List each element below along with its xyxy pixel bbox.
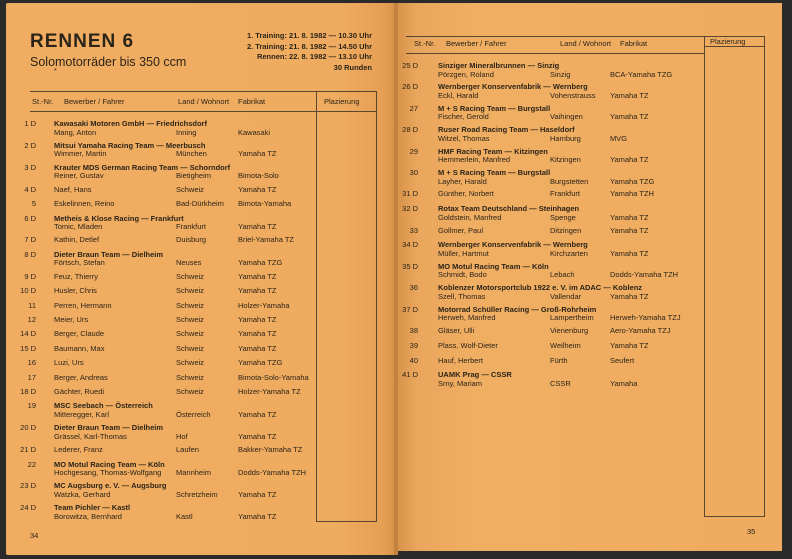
rider-hometown: Vaihingen: [550, 112, 583, 122]
start-number: 10 D: [20, 286, 36, 296]
rider-name: Förtsch, Stefan: [54, 258, 105, 268]
start-number: 22: [27, 459, 36, 469]
entrant-team: UAMK Prag — CSSR: [438, 370, 512, 380]
rider-hometown: Ditzingen: [550, 225, 582, 235]
start-number: 9 D: [24, 271, 36, 281]
rider-hometown: Duisburg: [176, 235, 207, 245]
rider-name: Berger, Andreas: [54, 372, 108, 382]
entry-row: [16, 250, 316, 268]
rider-name: Mitteregger, Karl: [54, 409, 110, 419]
r-col-header-nr: St.-Nr.: [414, 39, 436, 48]
motorcycle-make: Yamaha TZ: [610, 155, 649, 165]
entry-row: [16, 119, 316, 137]
rider-hometown: Inning: [176, 127, 197, 137]
rider-hometown: Vienenburg: [550, 326, 589, 335]
r-col-header-placement: Plazierung: [710, 37, 746, 46]
entrant-team: MSC Seebach — Österreich: [54, 401, 153, 411]
motorcycle-make: Herweh-Yamaha TZJ: [610, 313, 681, 323]
rider-name: Goldstein, Manfred: [438, 212, 502, 222]
rider-hometown: Kirchzarten: [550, 248, 588, 258]
rider-name: Luzi, Urs: [54, 358, 84, 368]
entry-row: [16, 315, 316, 325]
rider-name: Grässel, Karl-Thomas: [54, 431, 127, 441]
entry-row: [16, 141, 316, 159]
race-class-subtitle: Solomotorräder bis 350 ccm: [30, 55, 187, 69]
rider-name: Lederer, Franz: [54, 445, 103, 455]
entrant-team: Metheis & Klose Racing — Frankfurt: [54, 213, 184, 223]
rider-name: Fischer, Gerold: [438, 112, 489, 122]
rider-hometown: Schweiz: [176, 372, 204, 382]
entry-row: [398, 168, 704, 186]
entry-row: [16, 235, 316, 245]
start-number: 23 D: [20, 481, 36, 491]
entrant-team: Mitsui Yamaha Racing Team — Meerbusch: [54, 140, 206, 150]
start-number: 6 D: [24, 213, 36, 223]
rider-name: Gollmer, Paul: [438, 225, 484, 235]
motorcycle-make: Bimota-Solo: [238, 171, 279, 181]
left-page: [6, 3, 398, 555]
rider-hometown: Lebach: [550, 270, 575, 280]
rider-hometown: Hof: [176, 431, 188, 441]
motorcycle-make: Aero-Yamaha TZJ: [610, 326, 671, 335]
col-header-rider: Bewerber / Fahrer: [64, 97, 125, 106]
rider-hometown: CSSR: [550, 378, 571, 388]
entrant-team: M + S Racing Team — Burgstall: [438, 103, 551, 113]
asterisk-mark: *: [54, 68, 57, 75]
r-placement-header-rule: [704, 46, 764, 47]
start-number: 20 D: [20, 423, 36, 433]
motorcycle-make: Yamaha TZG: [610, 176, 655, 186]
motorcycle-make: Yamaha TZ: [610, 112, 649, 122]
rider-hometown: Neuses: [176, 258, 202, 268]
motorcycle-make: Yamaha TZG: [238, 358, 283, 368]
start-number: 12: [27, 314, 36, 324]
rider-name: Feuz, Thierry: [54, 271, 99, 281]
rider-name: Reiner, Gustav: [54, 171, 104, 181]
start-number: 36: [409, 283, 418, 293]
start-number: 17: [27, 372, 36, 382]
start-number: 40: [409, 355, 418, 365]
start-number: 38: [409, 326, 418, 335]
motorcycle-make: Yamaha TZ: [238, 314, 277, 324]
entry-row: [16, 199, 316, 209]
entry-row: [398, 104, 704, 122]
start-number: 32 D: [402, 204, 418, 214]
entry-row: [16, 445, 316, 455]
placement-column-rule: [316, 91, 317, 521]
start-number: 1 D: [24, 119, 36, 128]
start-number: 27: [409, 103, 418, 113]
entrant-team: Kawasaki Motoren GmbH — Friedrichsdorf: [54, 119, 207, 128]
entry-row: [398, 226, 704, 236]
rider-name: Husler, Chris: [54, 286, 97, 296]
rider-name: Pörzgen, Roland: [438, 69, 494, 79]
rider-name: Gächter, Ruedi: [54, 386, 105, 396]
right-page: [398, 3, 782, 551]
entry-row: [398, 125, 704, 143]
rider-name: Hauf, Herbert: [438, 355, 484, 365]
start-number: 14 D: [20, 329, 36, 339]
entry-row: [16, 387, 316, 397]
header-top-rule: [30, 91, 376, 92]
motorcycle-make: Kawasaki: [238, 127, 271, 137]
motorcycle-make: Bakker-Yamaha TZ: [238, 445, 303, 455]
rider-hometown: Mannheim: [176, 468, 212, 477]
entry-row: [398, 262, 704, 280]
rider-hometown: Laufen: [176, 445, 199, 455]
start-number: 25 D: [402, 61, 418, 70]
rider-hometown: Burgstetten: [550, 176, 589, 186]
rider-hometown: Spenge: [550, 212, 576, 222]
entry-row: [16, 503, 316, 521]
rider-hometown: Schweiz: [176, 386, 204, 396]
motorcycle-make: Yamaha TZ: [238, 329, 277, 339]
rider-name: Kathin, Detlef: [54, 235, 100, 245]
rider-name: Hemmerlein, Manfred: [438, 155, 511, 165]
training-2: 2. Training: 21. 8. 1982 — 14.50 Uhr: [246, 41, 372, 51]
rider-hometown: Österreich: [176, 409, 211, 419]
rider-hometown: Schweiz: [176, 329, 204, 339]
entrant-team: Krauter MDS German Racing Team — Schorndorf: [54, 162, 231, 172]
entry-row: [16, 286, 316, 296]
start-number: 24 D: [20, 503, 36, 513]
rider-hometown: Frankfurt: [550, 189, 581, 199]
entrant-team: MO Motul Racing Team — Köln: [438, 261, 549, 271]
col-header-placement: Plazierung: [324, 97, 360, 106]
start-number: 21 D: [20, 445, 36, 455]
rider-name: Eskelinnen, Reino: [54, 199, 115, 209]
entrant-team: HMF Racing Team — Kitzingen: [438, 146, 548, 156]
entrant-team: Sinziger Mineralbrunnen — Sinzig: [438, 61, 560, 70]
training-1: 1. Training: 21. 8. 1982 — 10.30 Uhr: [246, 31, 372, 40]
rider-name: Wimmer, Martin: [54, 149, 107, 159]
motorcycle-make: Yamaha TZ: [610, 248, 649, 258]
motorcycle-make: Yamaha TZ: [238, 489, 277, 499]
entrant-team: Ruser Road Racing Team — Haseldorf: [438, 125, 575, 135]
start-number: 18 D: [20, 386, 36, 396]
entry-row: [16, 481, 316, 499]
motorcycle-make: Yamaha TZ: [610, 291, 649, 301]
motorcycle-make: Dodds-Yamaha TZH: [610, 270, 679, 280]
entry-row: [398, 82, 704, 100]
entrant-team: Dieter Braun Team — Dielheim: [54, 423, 164, 433]
entrant-team: Wernberger Konservenfabrik — Wernberg: [438, 82, 588, 92]
motorcycle-make: Briel-Yamaha TZ: [238, 235, 294, 245]
rider-name: Gläser, Ulli: [438, 326, 475, 335]
motorcycle-make: Yamaha TZH: [610, 189, 654, 199]
entry-row: [398, 341, 704, 351]
entry-row: [16, 214, 316, 232]
rider-hometown: Schweiz: [176, 343, 204, 353]
start-number: 33: [409, 225, 418, 235]
entrant-team: MO Motul Racing Team — Köln: [54, 459, 165, 469]
entry-row: [16, 163, 316, 181]
start-number: 31 D: [402, 189, 418, 199]
start-number: 34 D: [402, 240, 418, 250]
start-number: 29: [409, 146, 418, 156]
rider-hometown: Bad-Dürkheim: [176, 199, 224, 209]
rider-hometown: Vohenstrauss: [550, 90, 596, 100]
rider-name: Mang, Anton: [54, 127, 97, 137]
rider-hometown: Kitzingen: [550, 155, 581, 165]
start-number: 28 D: [402, 125, 418, 135]
motorcycle-make: Yamaha TZ: [238, 286, 277, 296]
col-header-ort: Land / Wohnort: [178, 97, 230, 106]
motorcycle-make: Holzer-Yamaha: [238, 300, 290, 310]
start-number: 4 D: [24, 184, 36, 194]
r-col-header-ort: Land / Wohnort: [560, 39, 612, 48]
rider-name: Hochgesang, Thomas-Wolfgang: [54, 468, 162, 477]
r-col-header-fabrikat: Fabrikat: [620, 39, 648, 48]
rider-hometown: Weilheim: [550, 340, 581, 350]
motorcycle-make: Yamaha TZ: [238, 271, 277, 281]
rider-name: Schmidt, Bodo: [438, 270, 487, 280]
rider-hometown: Fürth: [550, 355, 568, 365]
entry-row: [398, 61, 704, 79]
rider-hometown: Schweiz: [176, 300, 204, 310]
entrant-team: M + S Racing Team — Burgstall: [438, 168, 551, 177]
start-number: 7 D: [24, 235, 36, 245]
entry-row: [398, 283, 704, 301]
start-number: 16: [27, 358, 36, 368]
schedule-block: [247, 31, 372, 73]
entrant-team: Rotax Team Deutschland — Steinhagen: [438, 204, 580, 214]
rider-hometown: Schweiz: [176, 358, 204, 368]
entry-row: [398, 147, 704, 165]
rider-hometown: Schweiz: [176, 271, 204, 281]
race-laps: 30 Runden: [333, 62, 372, 72]
start-number: 35 D: [402, 261, 418, 271]
motorcycle-make: Yamaha TZ: [610, 225, 649, 235]
motorcycle-make: Yamaha TZ: [238, 431, 277, 441]
entrant-team: Dieter Braun Team — Dielheim: [54, 249, 164, 259]
entry-row: [16, 460, 316, 478]
rider-name: Naef, Hans: [54, 184, 92, 194]
rider-name: Plass, Wolf-Dieter: [438, 340, 498, 350]
placement-bottom-rule: [316, 521, 377, 522]
start-number: 5: [31, 199, 36, 209]
rider-hometown: Lampertheim: [550, 313, 594, 323]
r-col-header-rider: Bewerber / Fahrer: [446, 39, 507, 48]
rider-name: Layher, Harald: [438, 176, 487, 186]
rider-name: Witzel, Thomas: [438, 133, 490, 143]
rider-hometown: Schweiz: [176, 314, 204, 324]
entrant-team: Koblenzer Motorsportclub 1922 e. V. im ADAC — Koblenz: [438, 283, 643, 293]
entry-row: [16, 373, 316, 383]
entry-row: [398, 326, 704, 336]
entry-row: [398, 240, 704, 258]
start-number: 26 D: [402, 82, 418, 92]
motorcycle-make: Yamaha TZ: [238, 184, 277, 194]
entry-row: [16, 185, 316, 195]
entrant-team: Wernberger Konservenfabrik — Wernberg: [438, 240, 588, 250]
entry-row: [398, 305, 704, 323]
motorcycle-make: Seufert: [610, 355, 635, 365]
r-placement-bottom-rule: [704, 516, 765, 517]
rider-name: Borowitza, Bernhard: [54, 511, 122, 521]
rider-hometown: Kastl: [176, 511, 193, 521]
rider-name: Eckl, Harald: [438, 90, 479, 100]
entry-row: [16, 358, 316, 368]
col-header-fabrikat: Fabrikat: [238, 97, 266, 106]
motorcycle-make: Yamaha TZ: [238, 149, 277, 159]
start-number: 30: [409, 168, 418, 177]
rider-name: Tomic, Mladen: [54, 222, 103, 231]
rider-hometown: Sinzig: [550, 69, 571, 79]
entry-row: [398, 356, 704, 366]
motorcycle-make: Yamaha TZ: [610, 212, 649, 222]
entry-row: [16, 423, 316, 441]
rider-hometown: Hamburg: [550, 133, 581, 143]
motorcycle-make: Yamaha TZ: [238, 511, 277, 521]
r-placement-column-rule: [704, 36, 705, 516]
rider-name: Berger, Claude: [54, 329, 105, 339]
motorcycle-make: Yamaha TZG: [238, 258, 283, 268]
motorcycle-make: BCA-Yamaha TZG: [610, 69, 673, 79]
rider-name: Perren, Hermann: [54, 300, 112, 310]
entry-row: [16, 401, 316, 419]
start-number: 3 D: [24, 162, 36, 172]
entrant-team: Team Pichler — Kastl: [54, 503, 131, 513]
motorcycle-make: Yamaha TZ: [238, 343, 277, 353]
motorcycle-make: Yamaha TZ: [610, 90, 649, 100]
entry-row: [398, 189, 704, 199]
start-number: 2 D: [24, 140, 36, 150]
col-header-nr: St.-Nr.: [32, 97, 54, 106]
rider-name: Watzka, Gerhard: [54, 489, 111, 499]
race-title: RENNEN 6: [30, 31, 135, 52]
motorcycle-make: Dodds-Yamaha TZH: [238, 468, 307, 477]
motorcycle-make: Yamaha TZ: [238, 409, 277, 419]
rider-hometown: Bietigheim: [176, 171, 212, 181]
motorcycle-make: Yamaha: [610, 378, 638, 388]
start-number: 15 D: [20, 343, 36, 353]
rider-name: Herweh, Manfred: [438, 313, 496, 323]
start-number: 11: [28, 300, 36, 310]
rider-name: Szell, Thomas: [438, 291, 486, 301]
motorcycle-make: Bimota-Yamaha: [238, 199, 292, 209]
start-number: 8 D: [24, 249, 36, 259]
r-right-border-rule: [764, 36, 765, 516]
race-time: Rennen: 22. 8. 1982 — 13.10 Uhr: [256, 52, 372, 61]
rider-name: Müller, Hartmut: [438, 248, 489, 258]
motorcycle-make: Holzer-Yamaha TZ: [238, 386, 301, 396]
header-bottom-rule: [30, 111, 376, 112]
r-header-bottom-rule: [406, 53, 704, 54]
entry-row: [398, 204, 704, 222]
entrant-team: MC Augsburg e. V. — Augsburg: [54, 481, 167, 491]
rider-hometown: Frankfurt: [176, 222, 207, 231]
motorcycle-make: Bimota-Solo-Yamaha: [238, 372, 309, 382]
rider-hometown: München: [176, 149, 207, 159]
start-number: 41 D: [402, 370, 418, 380]
rider-hometown: Schretzheim: [176, 489, 218, 499]
entry-row: [16, 301, 316, 311]
page-number-right: 35: [747, 527, 756, 536]
rider-name: Meier, Urs: [54, 314, 89, 324]
entry-row: [16, 344, 316, 354]
entrant-team: Motorrad Schüller Racing — Groß-Rohrheim: [438, 304, 597, 314]
page-number-left: 34: [30, 531, 39, 540]
rider-hometown: Vallendar: [550, 291, 582, 301]
start-number: 19: [27, 401, 36, 411]
start-number: 37 D: [402, 304, 418, 314]
rider-name: Günther, Norbert: [438, 189, 494, 199]
entry-row: [16, 329, 316, 339]
motorcycle-make: MVG: [610, 133, 628, 143]
motorcycle-make: Yamaha TZ: [610, 340, 649, 350]
entry-row: [16, 272, 316, 282]
rider-hometown: Schweiz: [176, 184, 204, 194]
entry-row: [398, 370, 704, 388]
rider-hometown: Schweiz: [176, 286, 204, 296]
rider-name: Baumann, Max: [54, 343, 105, 353]
rider-name: Srny, Mariam: [438, 378, 483, 388]
motorcycle-make: Yamaha TZ: [238, 222, 277, 231]
start-number: 39: [409, 340, 418, 350]
right-border-rule: [376, 91, 377, 521]
